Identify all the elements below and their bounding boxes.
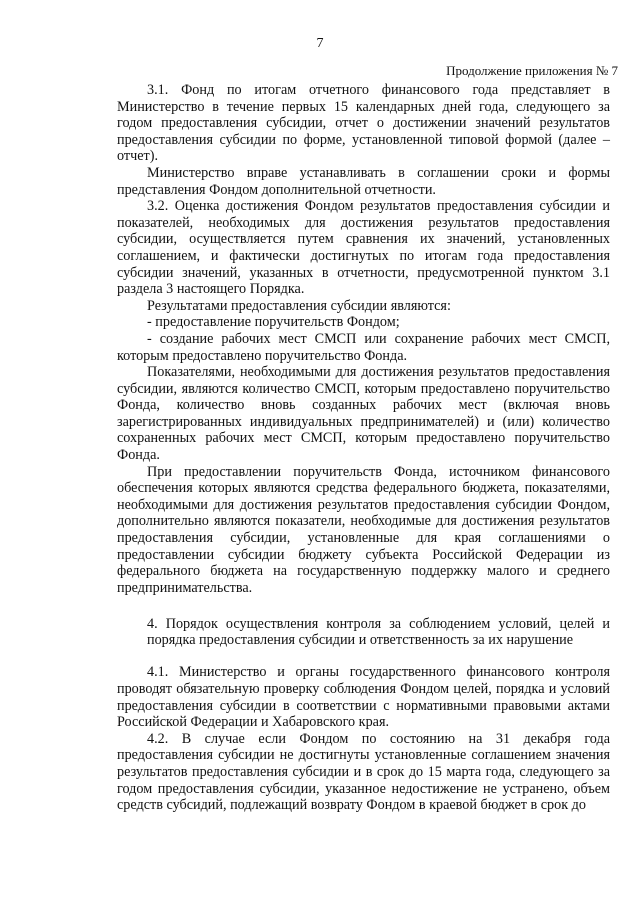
paragraph-3-2: 3.2. Оценка достижения Фондом результатов предоставления субсидии и показателей, необходимых для достижения результатов предоставления субсидии, осуществляется путем сравнения их значений, установленных соглашением, и фактически достигнутых по итогам года предоставления субсидии значений, указанных в отчетности, предусмотренной пунктом 3.1 раздела 3 настоящего Порядка. — [117, 198, 610, 298]
paragraph-3-1: 3.1. Фонд по итогам отчетного финансового года представляет в Министерство в течение первых 15 календарных дней года, следующего за годом предоставления субсидии, отчет о достижении значений результатов предоставления субсидии по форме, установленной типовой формой (далее – отчет). — [117, 82, 610, 165]
page-number: 7 — [316, 36, 324, 51]
section-heading-4: 4. Порядок осуществления контроля за соблюдением условий, целей и порядка предоставления субсидии и ответственность за их нарушение — [147, 616, 610, 649]
list-item-guarantees: - предоставление поручительств Фондом; — [147, 314, 400, 331]
list-item-jobs: - создание рабочих мест СМСП или сохранение рабочих мест СМСП, которым предоставлено поручительство Фонда. — [117, 330, 610, 364]
paragraph-reporting: Министерство вправе устанавливать в соглашении сроки и формы представления Фондом дополнительной отчетности. — [117, 164, 610, 198]
paragraph-federal-funding: При предоставлении поручительств Фонда, источником финансового обеспечения которых являются средства федерального бюджета, показателями, необходимыми для достижения результатов предоставления субсидии Фондом, дополнительно являются показатели, необходимые для достижения результатов предоставления субсидии, установленные для края соглашениями о предоставлении субсидии бюджету субъекта Российской Федерации из федерального бюджета на государственную поддержку малого и среднего предпринимательства. — [117, 463, 610, 596]
paragraph-results-intro: Результатами предоставления субсидии являются: — [147, 297, 451, 314]
paragraph-indicators: Показателями, необходимыми для достижения результатов предоставления субсидии, являются количество СМСП, которым предоставлено поручительство Фонда, количество вновь созданных рабочих мест (включая вновь зарегистрированных индивидуальных предпринимателей) и (или) количество сохраненных рабочих мест СМСП, которым предоставлено поручительство Фонда. — [117, 364, 610, 464]
paragraph-4-2: 4.2. В случае если Фондом по состоянию на 31 декабря года предоставления субсидии не достигнуты установленные соглашением значения результатов предоставления субсидии и в срок до 15 марта года, следующего за годом предоставления субсидии, указанное недостижение не устранено, объем средств субсидий, подлежащий возврату Фондом в краевой бюджет в срок до — [117, 730, 610, 814]
appendix-note: Продолжение приложения № 7 — [446, 63, 618, 78]
document-body — [117, 82, 610, 814]
paragraph-4-1: 4.1. Министерство и органы государственного финансового контроля проводят обязательную проверку соблюдения Фондом целей, порядка и условий предоставления субсидии в соответствии с нормативными правовыми актами Российской Федерации и Хабаровского края. — [117, 664, 610, 731]
